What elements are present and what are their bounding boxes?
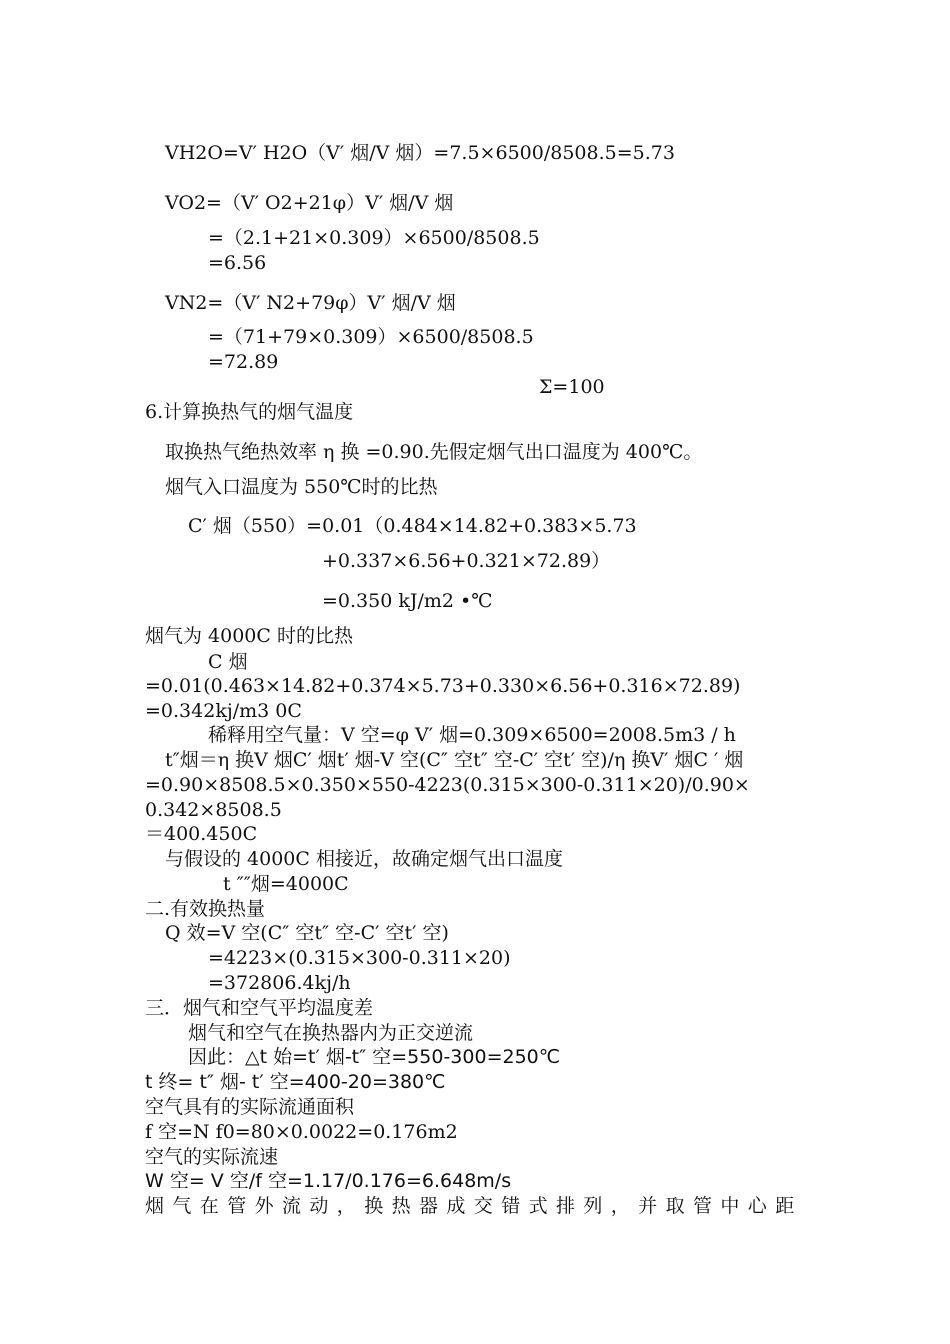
equation-c-550: C′ 烟（550）=0.01（0.484×14.82+0.383×5.73	[188, 515, 637, 537]
equation-c-400-result: =0.342kj/m3 0C	[145, 700, 302, 722]
paragraph-confirm: 与假设的 4000C 相接近，故确定烟气出口温度	[165, 848, 563, 870]
equation-delta-t-start: 因此：△t 始=t′ 烟-t″ 空=550-300=250℃	[188, 1046, 561, 1068]
paragraph-crossflow: 烟气和空气在换热器内为正交逆流	[188, 1022, 474, 1044]
equation-v-o2: VO2=（V′ O2+21φ）V′ 烟/V 烟	[165, 192, 454, 214]
equation-v-n2: VN2=（V′ N2+79φ）V′ 烟/V 烟	[165, 292, 456, 314]
equation-v-o2-result: =6.56	[208, 252, 267, 274]
equation-t-exit: t″烟＝η 换V 烟C′ 烟t′ 烟-V 空(C″ 空t″ 空-C′ 空t′ 空)/η 换V′ 烟C ′ 烟	[165, 749, 744, 771]
paragraph-flow-area: 空气具有的实际流通面积	[145, 1096, 355, 1118]
paragraph-flow-velocity: 空气的实际流速	[145, 1146, 279, 1168]
section-heading-6: 6.计算换热气的烟气温度	[145, 401, 354, 423]
paragraph-400-heat: 烟气为 4000C 时的比热	[145, 625, 353, 647]
equation-c-550-cont: +0.337×6.56+0.321×72.89）	[322, 550, 611, 572]
equation-v-h2o: VH2O=V′ H2O（V′ 烟/V 烟）=7.5×6500/8508.5=5.73	[165, 142, 675, 164]
paragraph-tube-arrangement: 烟气在管外流动，换热器成交错式排列，并取管中心距	[145, 1195, 803, 1217]
equation-t-exit-step: =0.90×8508.5×0.350×550-4223(0.315×300-0.311×20)/0.90×	[145, 774, 750, 796]
equation-c-400: =0.01(0.463×14.82+0.374×5.73+0.330×6.56+0.316×72.89)	[145, 675, 741, 697]
equation-t-exit-final: t ″″烟=4000C	[223, 873, 349, 895]
equation-f-air: f 空=N f0=80×0.0022=0.176m2	[145, 1121, 458, 1143]
section-heading-2: 二.有效换热量	[145, 898, 266, 920]
equation-c-550-result: =0.350 kJ/m2 •℃	[322, 590, 493, 612]
equation-q-result: =372806.4kj/h	[208, 972, 351, 994]
equation-t-exit-step-cont: 0.342×8508.5	[145, 799, 282, 821]
equation-dilution-air: 稀释用空气量：V 空=φ V′ 烟=0.309×6500=2008.5m3 / h	[208, 724, 736, 746]
equation-v-n2-result: =72.89	[208, 351, 279, 373]
section-heading-3: 三．烟气和空气平均温度差	[145, 997, 374, 1019]
equation-w-air: W 空= V 空/f 空=1.17/0.176=6.648m/s	[145, 1170, 512, 1192]
equation-t-end: t 终= t″ 烟- t′ 空=400-20=380℃	[145, 1071, 446, 1093]
symbol-c-smoke: C 烟	[208, 651, 248, 673]
equation-v-n2-step: =（71+79×0.309）×6500/8508.5	[208, 326, 534, 348]
equation-t-exit-result: ＝400.450C	[145, 823, 258, 845]
equation-v-o2-step: =（2.1+21×0.309）×6500/8508.5	[208, 227, 540, 249]
equation-q-effective: Q 效=V 空(C″ 空t″ 空-C′ 空t′ 空)	[165, 922, 449, 944]
paragraph-inlet-heat: 烟气入口温度为 550℃时的比热	[165, 476, 438, 498]
sum-total: Σ=100	[539, 376, 605, 398]
paragraph-efficiency: 取换热气绝热效率 η 换 =0.90.先假定烟气出口温度为 400℃。	[165, 441, 703, 463]
equation-q-step: =4223×(0.315×300-0.311×20)	[208, 947, 511, 969]
